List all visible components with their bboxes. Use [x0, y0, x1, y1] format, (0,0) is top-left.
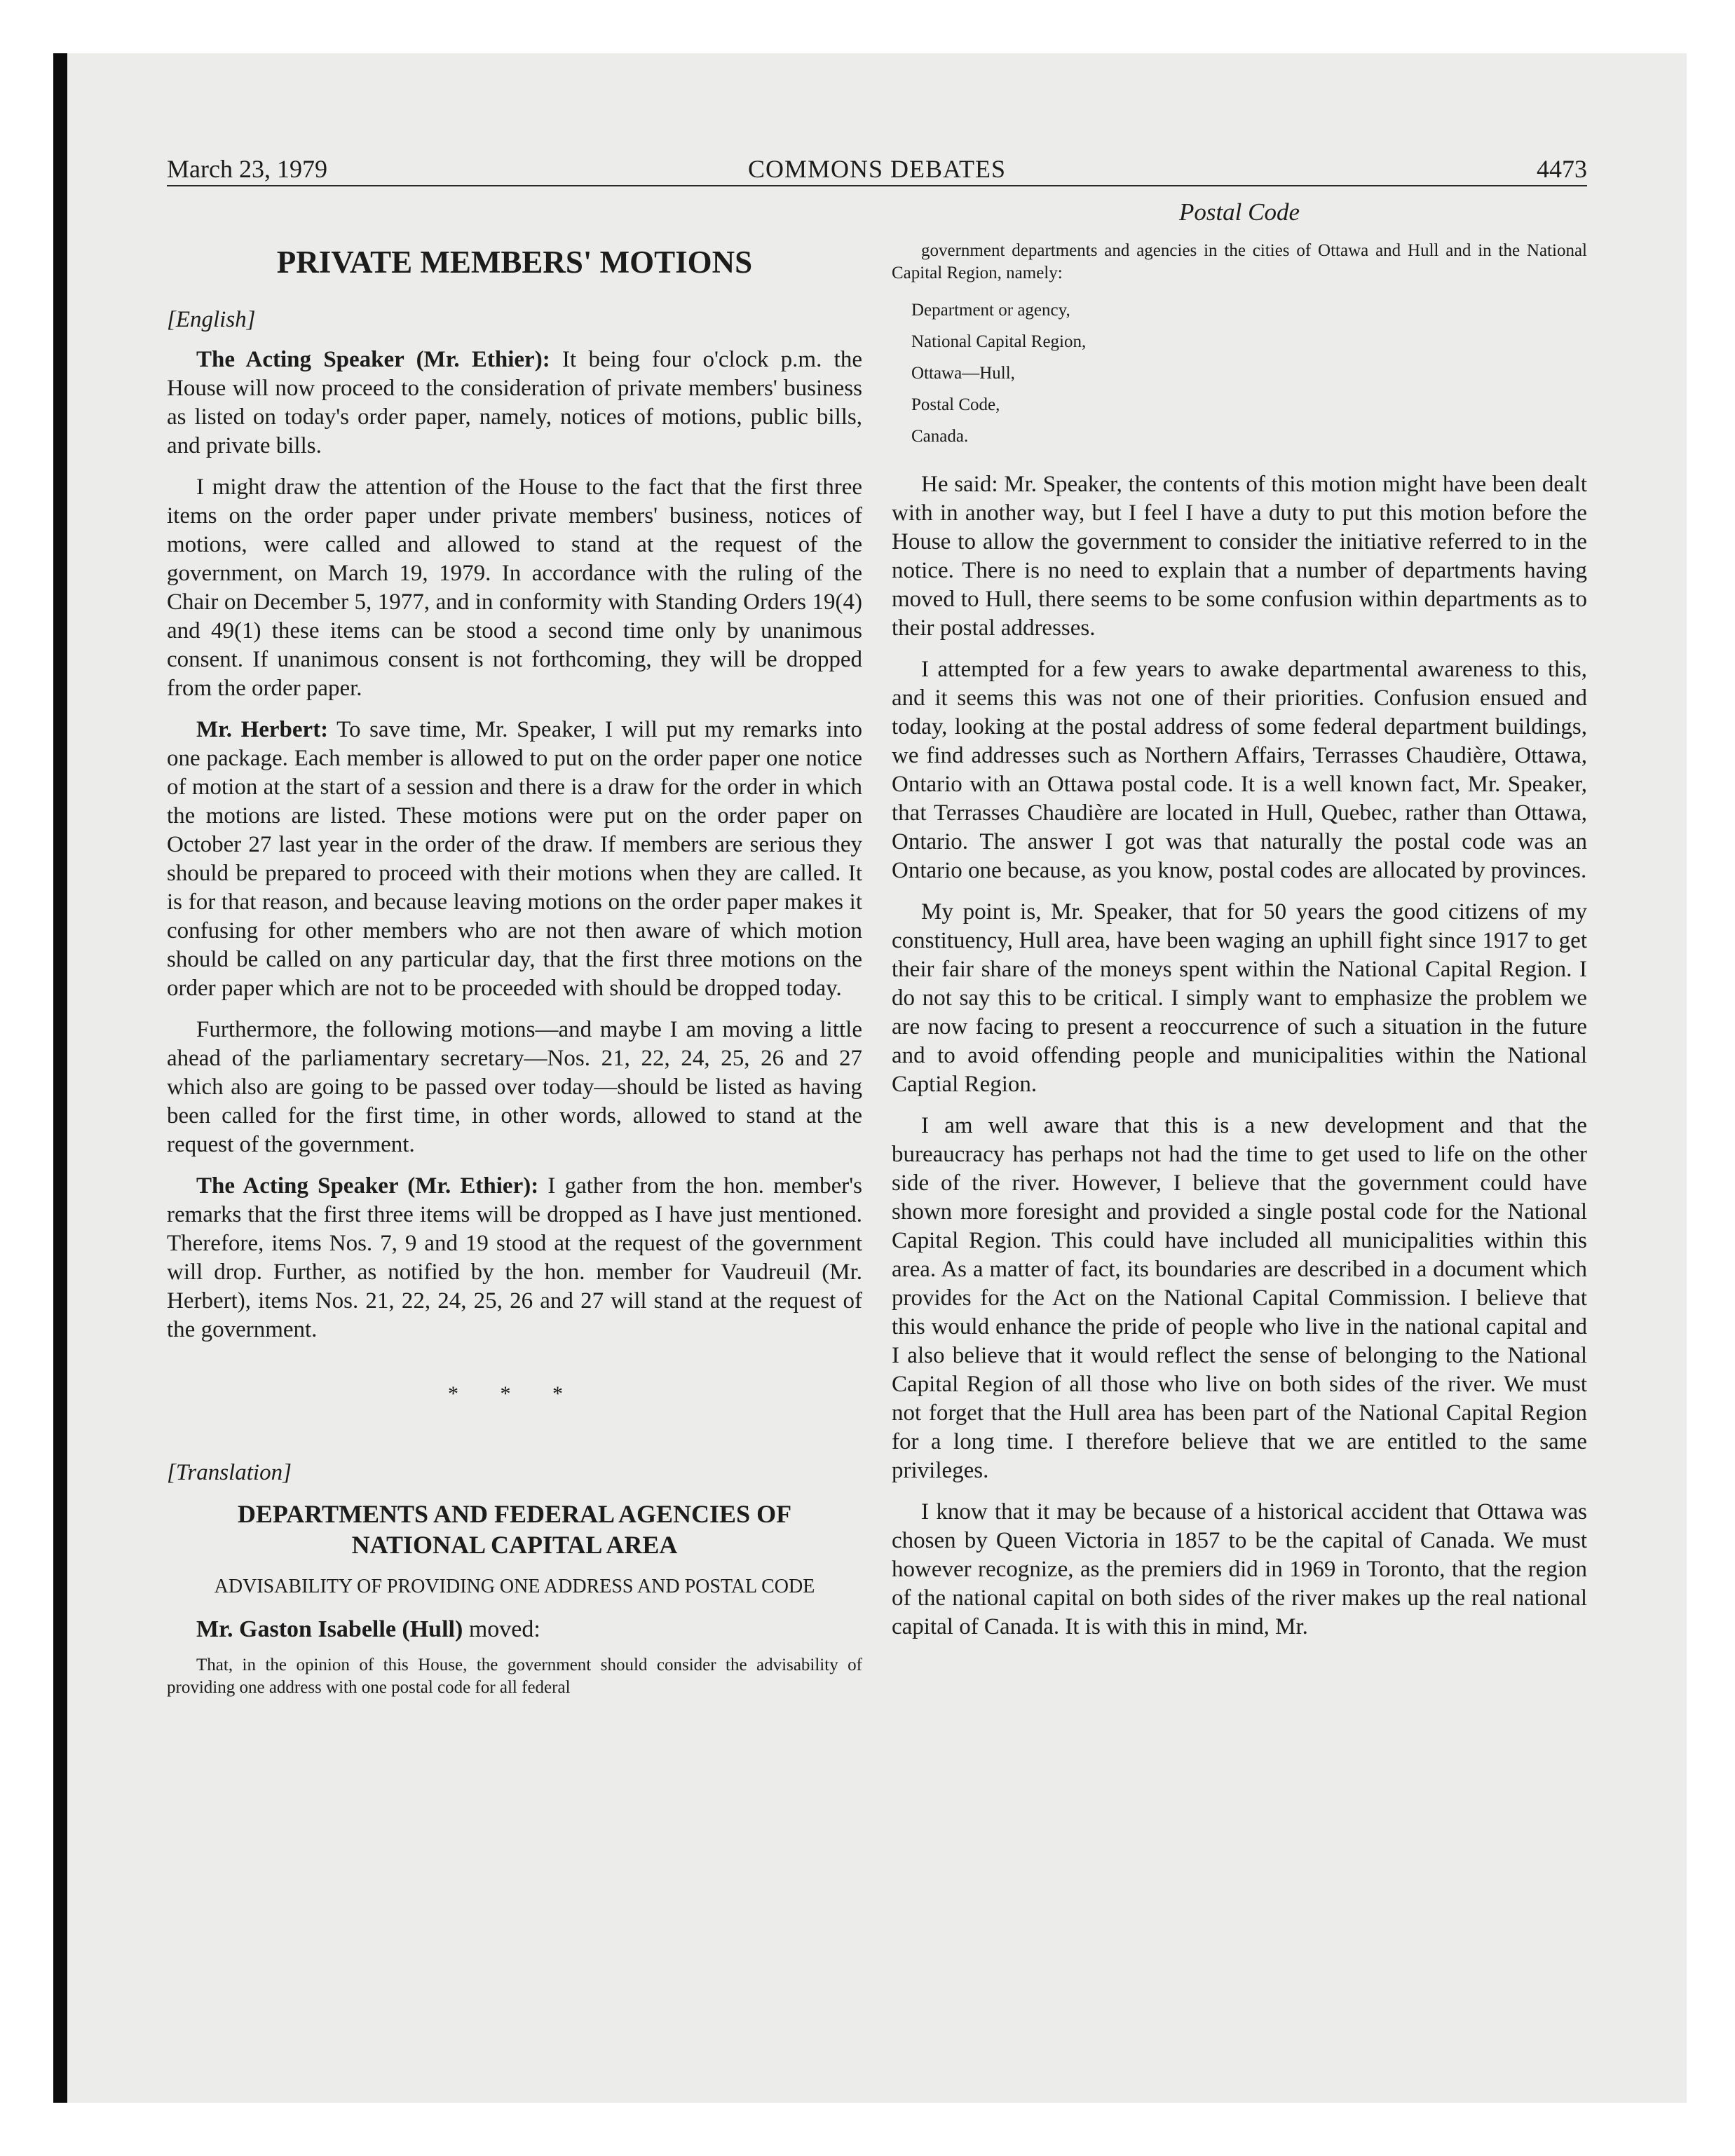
paragraph: My point is, Mr. Speaker, that for 50 years the good citizens of my constituency, Hull area, have been waging an uphill fight since 1917 to get their fair share of the moneys spent within the National Capital Region. I do not say this to be critical. I simply want to emphasize the problem we are now facing to present a reoccurrence of such a situation in the future and to avoid offending people and municipalities within the National Captial Region.	[892, 899, 1587, 1097]
address-line: Department or agency,	[911, 301, 1070, 320]
subsection-title	[167, 1499, 862, 1560]
header-rule	[167, 185, 1587, 186]
motion-text-continued: government departments and agencies in the cities of Ottawa and Hull and in the National Capital Region, namely:	[892, 241, 1587, 282]
mover-line	[167, 1615, 862, 1644]
mover-name: Mr. Gaston Isabelle (Hull)	[196, 1616, 463, 1642]
address-line: Ottawa—Hull,	[911, 364, 1015, 383]
speech-text: To save time, Mr. Speaker, I will put my remarks into one package. Each member is allowed to put on the order paper one notice of motion at the start of a session and there is a draw for the order in which the motions are listed. These motions were put on the order paper on October 27 last year in the order of the draw. If members are serious they should be prepared to proceed with their motions when they are called. It is for that reason, and because leaving motions on the order paper makes it confusing for other members who are not then aware of which motion should be called on any particular day, that the first three motions on the order paper which are not to be proceeded with should be dropped today.	[167, 717, 862, 1001]
moved-text: moved:	[463, 1616, 540, 1642]
paragraph	[167, 346, 862, 460]
address-list	[892, 294, 1587, 452]
paragraph: Furthermore, the following motions—and maybe I am moving a little ahead of the parliamentary secretary—Nos. 21, 22, 24, 25, 26 and 27 which also are going to be passed over today—should be listed as having been called for the first time, in other words, allowed to stand at the request of the government.	[167, 1017, 862, 1157]
speaker-name: Mr. Herbert:	[196, 717, 329, 742]
speech-text: It being four o'clock p.m. the House will now proceed to the consideration of private members' business as listed on today's order paper, namely, notices of motions, public bills, and private bills.	[167, 347, 862, 458]
speaker-name: The Acting Speaker (Mr. Ethier):	[196, 347, 550, 372]
speaker-name: The Acting Speaker (Mr. Ethier):	[196, 1173, 539, 1199]
subsection-caption: ADVISABILITY OF PROVIDING ONE ADDRESS AND POSTAL CODE	[214, 1576, 815, 1597]
speech-text: I gather from the hon. member's remarks that the first three items will be dropped as I have just mentioned. Therefore, items Nos. 7, 9 and 19 stood at the request of the government will drop. Further, as notified by the hon. member for Vaudreuil (Mr. Herbert), items Nos. 21, 22, 24, 25, 26 and 27 will stand at the request of the government.	[167, 1173, 862, 1342]
address-line: National Capital Region,	[911, 332, 1087, 351]
paragraph: I am well aware that this is a new development and that the bureaucracy has perhaps not had the time to get used to life on the other side of the river. However, I believe that the government could have shown more foresight and provided a single postal code for the National Capital Region. This could have included all municipalities within this area. As a matter of fact, its boundaries are described in a document which provides for the Act on the National Capital Commission. I believe that this would enhance the pride of people who live in the national capital and I also believe that it would reflect the sense of belonging to the National Capital Region of all those who live on both sides of the river. We must not forget that the Hull area has been part of the National Capital Region for a long time. I therefore believe that we are entitled to the same privileges.	[892, 1113, 1587, 1483]
language-note-english: [English]	[167, 307, 256, 332]
header-publication: COMMONS DEBATES	[747, 155, 1007, 183]
paragraph: I know that it may be because of a historical accident that Ottawa was chosen by Queen Victoria in 1857 to be the capital of Canada. We must however recognize, as the premiers did in 1969 in Toronto, that the region of the national capital on both sides of the river makes up the real national capital of Canada. It is with this in mind, Mr.	[892, 1499, 1587, 1639]
paragraph	[167, 1172, 862, 1344]
subsection-title-line1: DEPARTMENTS AND FEDERAL AGENCIES OF	[237, 1500, 792, 1528]
paragraph: He said: Mr. Speaker, the contents of this motion might have been dealt with in another way, but I feel I have a duty to put this motion before the House to allow the government to consider the initiative referred to in the notice. There is no need to explain that a number of departments having moved to Hull, there seems to be some confusion within departments as to their postal addresses.	[892, 472, 1587, 641]
running-topic-title: Postal Code	[1178, 198, 1300, 226]
running-head	[167, 151, 1587, 186]
section-title: PRIVATE MEMBERS' MOTIONS	[276, 245, 753, 280]
right-column	[892, 198, 1587, 1642]
binding-edge	[53, 53, 67, 2103]
header-date: March 23, 1979	[167, 155, 327, 183]
section-separator: * * *	[448, 1382, 581, 1405]
address-line: Canada.	[911, 427, 969, 446]
paragraph: I attempted for a few years to awake departmental awareness to this, and it seems this was not one of their priorities. Confusion ensued and today, looking at the postal address of some federal department buildings, we find addresses such as Northern Affairs, Terrasses Chaudière, Ottawa, Ontario with an Ottawa postal code. It is a well known fact, Mr. Speaker, that Terrasses Chaudière are located in Hull, Quebec, rather than Ottawa, Ontario. The answer I got was that naturally the postal code was an Ontario one because, as you know, postal codes are allocated by provinces.	[892, 657, 1587, 883]
paragraph	[167, 716, 862, 1003]
header-page-number: 4473	[1537, 155, 1587, 183]
left-column	[167, 198, 862, 1699]
language-note-translation: [Translation]	[167, 1460, 292, 1485]
motion-text: That, in the opinion of this House, the government should consider the advisability of providing one address with one postal code for all federal	[167, 1656, 862, 1697]
subsection-title-line2: NATIONAL CAPITAL AREA	[351, 1531, 678, 1559]
paragraph: I might draw the attention of the House to the fact that the first three items on the order paper under private members' business, notices of motions, were called and allowed to stand at the request of the government, on March 19, 1979. In accordance with the ruling of the Chair on December 5, 1977, and in conformity with Standing Orders 19(4) and 49(1) these items can be stood a second time only by unanimous consent. If unanimous consent is not forthcoming, they will be dropped from the order paper.	[167, 475, 862, 701]
address-line: Postal Code,	[911, 395, 1000, 414]
